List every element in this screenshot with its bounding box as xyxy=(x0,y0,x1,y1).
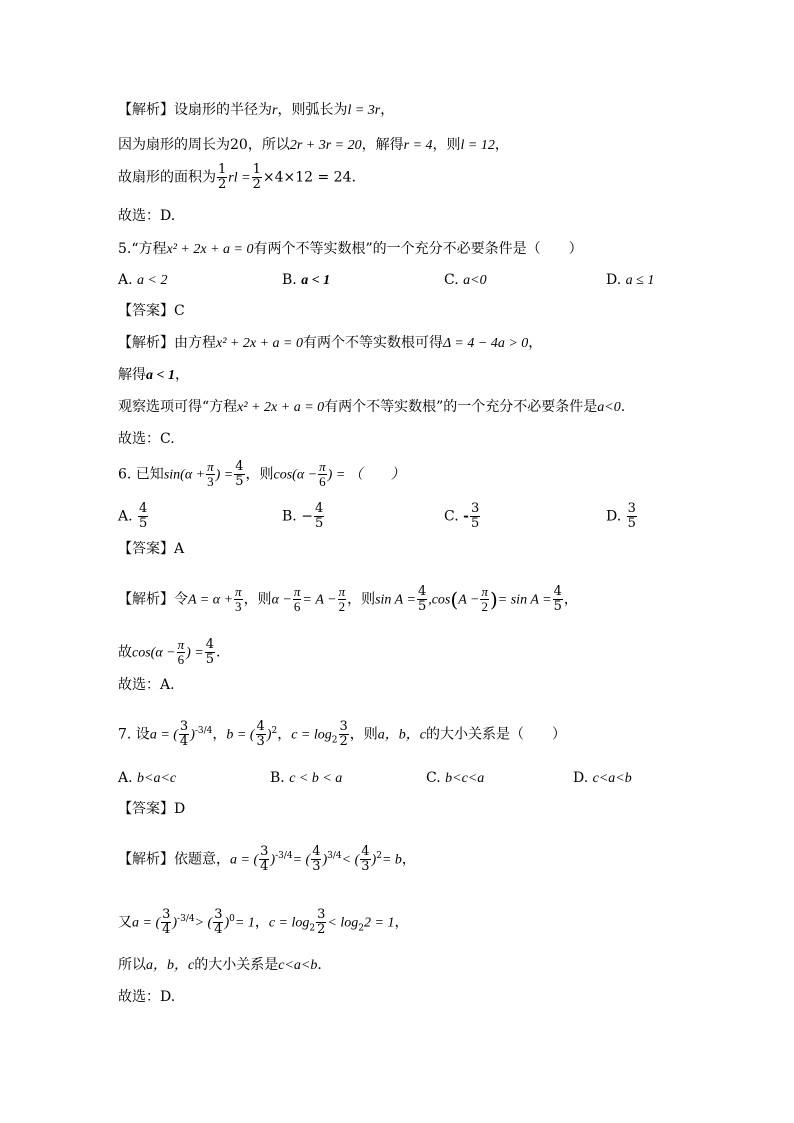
numerator: π xyxy=(481,584,488,599)
math: ) = xyxy=(215,467,234,483)
text: ，则弧长为 xyxy=(277,102,348,118)
text: 5.“方程 xyxy=(118,241,167,257)
math: c = log xyxy=(291,727,332,743)
minus-sign: - xyxy=(463,508,469,525)
denominator: 5 xyxy=(470,516,480,531)
fraction xyxy=(138,502,148,531)
fraction xyxy=(256,720,266,749)
math: α − xyxy=(271,592,292,608)
fraction xyxy=(234,460,244,489)
q5-stem xyxy=(118,240,583,259)
text: . xyxy=(620,399,626,415)
exponent: 0 xyxy=(229,913,235,924)
text: 解得 xyxy=(118,367,146,383)
text: 的大小关系是 xyxy=(194,957,279,973)
option-value: a<0 xyxy=(463,273,487,288)
numerator: 4 xyxy=(314,501,324,516)
fraction xyxy=(627,502,637,531)
text: ，所以 xyxy=(247,137,290,153)
text: 有两个不等实数根”的一个充分不必要条件是（ ） xyxy=(253,241,583,257)
numerator: 3 xyxy=(162,907,171,922)
text: ， xyxy=(563,591,578,608)
option-letter: A. xyxy=(118,770,133,786)
denominator: 4 xyxy=(260,859,269,874)
q6-option-c[interactable] xyxy=(444,502,481,531)
s4-choice: 故选：D. xyxy=(118,208,176,224)
denominator: 5 xyxy=(314,516,324,531)
math: 2r + 3r = 20 xyxy=(289,138,362,153)
q7-answer: 【答案】D xyxy=(118,801,186,817)
q7-option-b[interactable] xyxy=(270,769,342,788)
text: ， xyxy=(277,726,292,743)
math: x² + 2x + a = 0 xyxy=(237,400,325,415)
fraction xyxy=(338,585,347,614)
math: sin(α + xyxy=(163,467,206,483)
fraction xyxy=(314,502,324,531)
q6-stem xyxy=(118,460,405,489)
numerator: 3 xyxy=(317,907,326,922)
math: Δ = 4 − 4a > 0 xyxy=(442,336,529,351)
denominator: 3 xyxy=(256,734,265,749)
text: ，则 xyxy=(349,726,378,743)
option-letter: C. xyxy=(444,508,459,525)
option-letter: D. xyxy=(573,770,589,786)
analysis-label: 【解析】 xyxy=(118,591,174,608)
q7-stem: 7. 设a = ( $\frac{3}{4}$ )$^{-3/4}$，b = ( $\frac{4}{3}$ )$^2$，$c = \log_2$ $\frac{3}{2}$ ，则a，b，c的大小关系是（ ） xyxy=(118,719,566,749)
fraction xyxy=(234,585,243,614)
math: c = log xyxy=(268,915,310,931)
q5-option-c[interactable] xyxy=(444,271,487,290)
s4-line2 xyxy=(118,136,509,155)
q6-option-a[interactable] xyxy=(118,502,149,531)
fraction xyxy=(217,163,227,192)
math: A − xyxy=(458,592,480,608)
text: ，则 xyxy=(347,591,376,608)
text: ， xyxy=(254,914,269,931)
option-letter: C. xyxy=(444,272,459,288)
denominator: 2 xyxy=(218,177,227,192)
numerator: π xyxy=(207,459,214,474)
q5-option-d[interactable] xyxy=(606,271,654,290)
math: rl = xyxy=(228,170,251,186)
fraction xyxy=(206,460,215,489)
math: ,cos xyxy=(428,592,451,608)
option-letter: B. xyxy=(282,272,297,288)
fraction xyxy=(417,585,427,614)
fraction xyxy=(293,585,302,614)
text: . xyxy=(216,644,221,661)
math: a = ( xyxy=(230,852,259,868)
q7-explain-2: 又a = ( $\frac{3}{4}$ )$^{-3/4}$> ( $\frac{3}{4}$ )$^0$= 1，$c = \log_2$ $\frac{3}{2}$ < $\log_22 = 1$， xyxy=(118,907,409,937)
math: l = 3r xyxy=(347,103,381,118)
q7-choice: 故选：D. xyxy=(118,989,176,1005)
math: = 1 xyxy=(234,915,255,931)
paren-open: ( xyxy=(450,587,459,612)
q7-explain-3 xyxy=(118,956,322,975)
exponent: -3/4 xyxy=(275,850,293,861)
text: 所以 xyxy=(118,957,146,973)
math: ) = xyxy=(186,645,204,661)
denominator: 2 xyxy=(339,734,348,749)
numerator: 1 xyxy=(218,162,227,177)
fraction xyxy=(316,908,326,937)
denominator: 3 xyxy=(235,599,242,614)
text: 由方程 xyxy=(174,335,216,351)
q5-explain-3 xyxy=(118,398,625,417)
q7-option-c[interactable] xyxy=(426,769,484,788)
math: 20 xyxy=(230,137,248,153)
math: = sin A = xyxy=(497,592,552,608)
math: a < 1 xyxy=(146,368,175,383)
fraction xyxy=(179,720,189,749)
fraction xyxy=(339,720,349,749)
denominator: 5 xyxy=(553,599,562,614)
text: 依题意， xyxy=(174,851,230,868)
text: . xyxy=(351,169,356,186)
text: . xyxy=(317,957,322,973)
option-value: b<c<a xyxy=(445,771,485,786)
denominator: 2 xyxy=(338,599,346,614)
text: ，则 xyxy=(243,591,272,608)
q6-answer: 【答案】A xyxy=(118,541,185,557)
numerator: 4 xyxy=(235,459,244,474)
exponent: -3/4 xyxy=(177,913,195,924)
text: ，解得 xyxy=(361,137,404,153)
q5-choice: 故选：C. xyxy=(118,431,175,447)
text: ，则 xyxy=(245,466,274,483)
text: ， xyxy=(394,914,409,931)
q5-explain-1 xyxy=(118,334,542,353)
text: 观察选项可得“方程 xyxy=(118,399,238,415)
q5-option-a[interactable] xyxy=(118,271,167,290)
text: 故扇形的面积为 xyxy=(118,169,216,186)
text: ， xyxy=(174,367,189,383)
fraction xyxy=(259,845,269,874)
numerator: 3 xyxy=(260,844,269,859)
q5-explain-2 xyxy=(118,366,189,385)
option-letter: B. xyxy=(282,508,297,525)
math: a = ( xyxy=(132,915,161,931)
q5-answer: 【答案】C xyxy=(118,303,185,319)
numerator: 4 xyxy=(417,584,427,599)
denominator: 3 xyxy=(361,859,370,874)
q7-option-d[interactable] xyxy=(573,769,632,788)
denominator: 5 xyxy=(417,599,427,614)
s4-line3 xyxy=(118,163,356,192)
denominator: 4 xyxy=(214,922,223,937)
numerator: 3 xyxy=(179,719,189,734)
fraction xyxy=(311,845,321,874)
denominator: 3 xyxy=(312,859,321,874)
fraction xyxy=(161,908,171,937)
numerator: 3 xyxy=(339,719,348,734)
analysis-label: 【解析】 xyxy=(118,335,174,351)
subscript: 2 xyxy=(331,735,338,746)
minus-sign: − xyxy=(301,508,313,525)
text: ，则 xyxy=(432,137,461,153)
math: a<0 xyxy=(597,400,621,415)
q6-explain-2 xyxy=(118,638,220,667)
text: 令 xyxy=(174,591,188,608)
exponent: 2 xyxy=(376,850,382,861)
math: x² + 2x + a = 0 xyxy=(216,336,303,351)
numerator: π xyxy=(293,584,301,599)
denominator: 5 xyxy=(205,652,215,667)
paren-close: ) xyxy=(489,587,498,612)
numerator: 4 xyxy=(361,844,370,859)
q6-explain-1 xyxy=(118,585,578,614)
option-letter: D. xyxy=(606,508,622,525)
denominator: 5 xyxy=(627,516,636,531)
option-value: a < 1 xyxy=(301,273,331,288)
fraction xyxy=(360,845,370,874)
text: 故 xyxy=(118,644,132,661)
fraction xyxy=(213,908,223,937)
denominator: 6 xyxy=(319,474,326,489)
option-value: a < 2 xyxy=(137,273,168,288)
text: 又 xyxy=(118,914,132,931)
numerator: π xyxy=(235,584,242,599)
math: < ( xyxy=(341,852,360,868)
numerator: 4 xyxy=(553,584,562,599)
fraction xyxy=(252,163,262,192)
denominator: 3 xyxy=(207,474,214,489)
text: 有两个不等实数根”的一个充分不必要条件是 xyxy=(324,399,598,415)
text: 因为扇形的周长为 xyxy=(118,137,230,153)
numerator: 3 xyxy=(214,907,223,922)
math: sin A = xyxy=(375,592,416,608)
option-letter: D. xyxy=(606,272,622,288)
text: 7. 设 xyxy=(118,726,150,743)
option-value: b<a<c xyxy=(137,771,177,786)
denominator: 4 xyxy=(162,922,171,937)
math: r = 4 xyxy=(403,138,433,153)
math: > ( xyxy=(194,915,213,931)
subscript: 2 xyxy=(358,923,364,934)
math: = b xyxy=(381,852,402,868)
q7-explain-1: 【解析】依题意，a = ( $\frac{3}{4}$ )$^{-3/4}$= ( $\frac{4}{3}$ )$^{3/4}$< ( $\frac{4}{3}$ )$^2$= b， xyxy=(118,844,416,874)
math: ×4×12 = 24 xyxy=(262,169,352,186)
q6-option-b[interactable] xyxy=(282,502,325,531)
math: cos(α − xyxy=(273,467,318,483)
numerator: 4 xyxy=(256,719,265,734)
numerator: π xyxy=(319,459,326,474)
q6-option-d[interactable] xyxy=(606,502,638,531)
text: 6. 已知 xyxy=(118,466,164,483)
option-value: c < b < a xyxy=(289,771,343,786)
option-letter: A. xyxy=(118,508,133,525)
math: x² + 2x + a = 0 xyxy=(166,242,254,257)
subscript: 2 xyxy=(309,923,316,934)
text: 有两个不等实数根可得 xyxy=(302,335,443,351)
denominator: 2 xyxy=(481,599,488,614)
text: ， xyxy=(380,102,395,118)
denominator: 2 xyxy=(252,177,261,192)
text: 设扇形的半径为 xyxy=(174,102,272,118)
numerator: 3 xyxy=(470,501,480,516)
fraction xyxy=(470,502,480,531)
denominator: 6 xyxy=(293,599,301,614)
option-value: a ≤ 1 xyxy=(625,273,655,288)
analysis-label: 【解析】 xyxy=(118,102,174,118)
fraction xyxy=(205,638,215,667)
text: ， xyxy=(528,335,543,351)
option-value: c<a<b xyxy=(592,771,632,786)
text: 的大小关系是（ ） xyxy=(426,726,566,743)
exponent: -3/4 xyxy=(194,725,213,736)
fraction xyxy=(553,585,563,614)
exponent: 2 xyxy=(271,725,278,736)
math: a，b，c xyxy=(377,727,426,743)
q7-option-a[interactable] xyxy=(118,769,176,788)
numerator: 1 xyxy=(252,162,261,177)
math: l = 12 xyxy=(460,138,495,153)
math: cos(α − xyxy=(132,645,176,661)
math: < log xyxy=(327,915,359,931)
math: r xyxy=(272,103,278,118)
math: A = α + xyxy=(188,592,234,608)
option-letter: B. xyxy=(270,770,285,786)
math: 2 = 1 xyxy=(364,915,395,931)
text: ， xyxy=(401,851,416,868)
math: ) = （ ） xyxy=(327,467,405,483)
denominator: 2 xyxy=(317,922,326,937)
fraction xyxy=(318,460,327,489)
q5-option-b[interactable] xyxy=(282,271,330,290)
text: ， xyxy=(212,726,227,743)
s4-line1 xyxy=(118,101,394,120)
fraction xyxy=(480,585,489,614)
math: a，b，c xyxy=(146,958,195,973)
option-letter: A. xyxy=(118,272,133,288)
numerator: 4 xyxy=(139,501,148,516)
denominator: 4 xyxy=(179,734,189,749)
math: = A − xyxy=(302,592,337,608)
numerator: π xyxy=(338,584,346,599)
numerator: 4 xyxy=(312,844,321,859)
math: c<a<b xyxy=(278,958,318,973)
numerator: 4 xyxy=(205,637,215,652)
denominator: 5 xyxy=(139,516,148,531)
math: a = ( xyxy=(149,727,178,743)
exponent: 3/4 xyxy=(327,850,342,861)
math: = ( xyxy=(292,852,311,868)
text: ， xyxy=(494,137,509,153)
analysis-label: 【解析】 xyxy=(118,851,174,868)
fraction xyxy=(177,638,186,667)
q6-choice: 故选：A. xyxy=(118,677,175,693)
numerator: 3 xyxy=(627,501,636,516)
option-letter: C. xyxy=(426,770,441,786)
denominator: 5 xyxy=(235,474,244,489)
math: b = ( xyxy=(226,727,255,743)
numerator: π xyxy=(177,637,185,652)
denominator: 6 xyxy=(177,652,185,667)
